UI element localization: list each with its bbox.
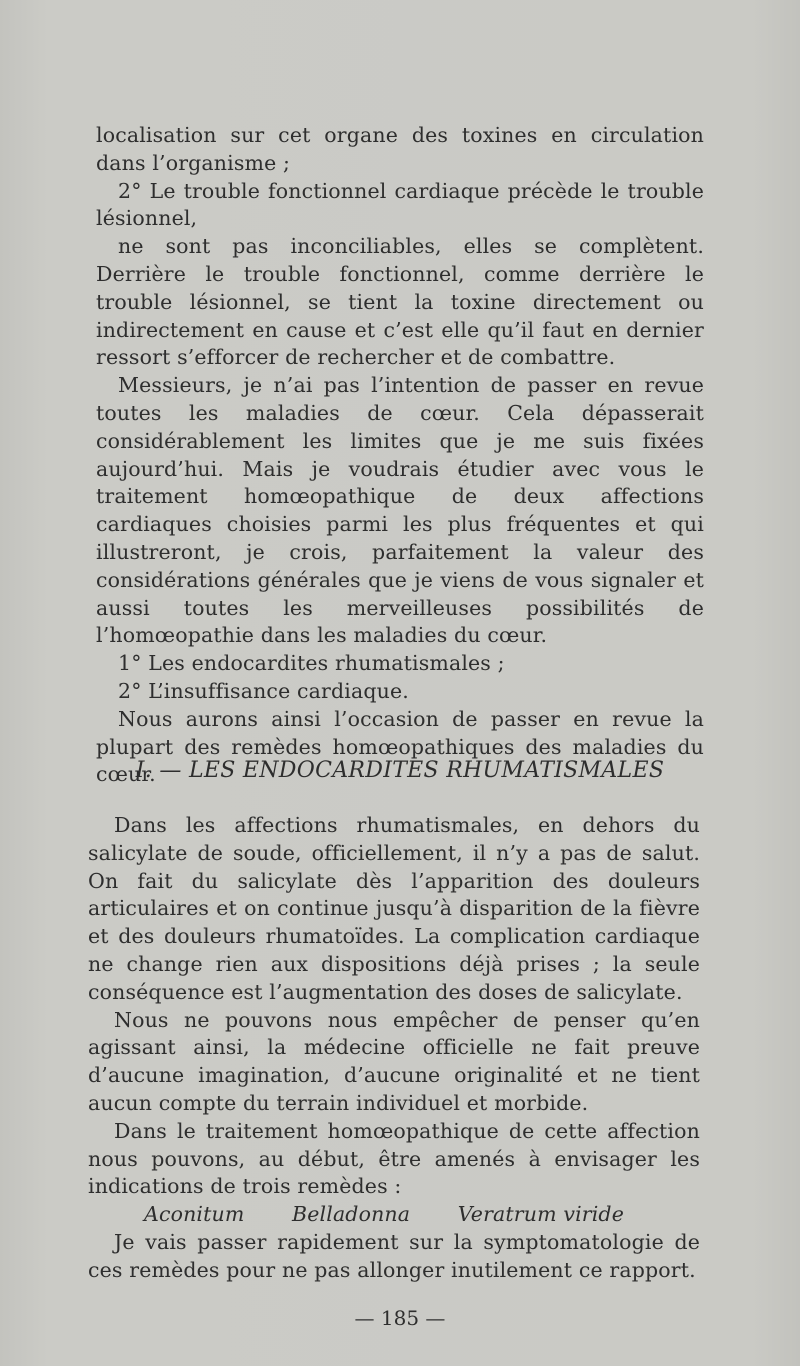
remedy-veratrum-viride: Veratrum viride <box>457 1202 624 1227</box>
paragraph: localisation sur cet organe des toxines en circulation dans l’organisme ; <box>96 123 704 175</box>
paragraph: Messieurs, je n’ai pas l’intention de passer en revue toutes les maladies de cœur. Cela dépasserait considérablement les limites que je me suis fixées aujourd’hui. Mais je voudrais étudier avec vous le traitement homœopathique de deux affections cardiaques choisies parmi les plus fréquentes et qui illustreront, je crois, parfaitement la valeur des considérations générales que je viens de vous signaler et aussi toutes les merveilleuses possibilités de l’homœopathie dans les maladies du cœur. <box>96 373 704 648</box>
paragraph: 2° Le trouble fonctionnel cardiaque précède le trouble lésionnel, <box>96 178 704 231</box>
body-text-top <box>96 122 704 789</box>
remedy-list <box>88 1201 700 1229</box>
paragraph: Nous aurons ainsi l’occasion de passer en revue la plupart des remèdes homœopathiques des maladies du cœur. <box>96 706 704 787</box>
paragraph: Je vais passer rapidement sur la symptomatologie de ces remèdes pour ne pas allonger inutilement ce rapport. <box>88 1229 700 1282</box>
list-item: 2° L’insuffisance cardiaque. <box>118 678 409 703</box>
remedy-belladonna: Belladonna <box>292 1202 411 1227</box>
body-text-bottom <box>88 812 700 1285</box>
page-number: — 185 — <box>354 1306 446 1330</box>
paragraph: Dans les affections rhumatismales, en dehors du salicylate de soude, officiellement, il n’y a pas de salut. On fait du salicylate dès l’apparition des douleurs articulaires et on continue jusqu’à disparition de la fièvre et des douleurs rhumatoïdes. La complication cardiaque ne change rien aux dispositions déjà prises ; la seule conséquence est l’augmentation des doses de salicylate. <box>88 813 700 1004</box>
paragraph: Dans le traitement homœopathique de cette affection nous pouvons, au début, être amenés à envisager les indications de trois remèdes : <box>88 1118 700 1199</box>
list-item: 1° Les endocardites rhumatismales ; <box>118 651 505 676</box>
paragraph: ne sont pas inconciliables, elles se complètent. Derrière le trouble fonctionnel, comme derrière le trouble lésionnel, se tient la toxine directement ou indirectement en cause et c’est elle qu’il faut en dernier ressort s’efforcer de rechercher et de combattre. <box>96 234 704 370</box>
remedy-aconitum: Aconitum <box>144 1202 245 1227</box>
paragraph: Nous ne pouvons nous empêcher de penser qu’en agissant ainsi, la médecine officielle ne fait preuve d’aucune imagination, d’aucune originalité et ne tient aucun compte du terrain individuel et morbide. <box>88 1007 700 1115</box>
section-heading: I. — LES ENDOCARDITES RHUMATISMALES <box>135 758 665 783</box>
